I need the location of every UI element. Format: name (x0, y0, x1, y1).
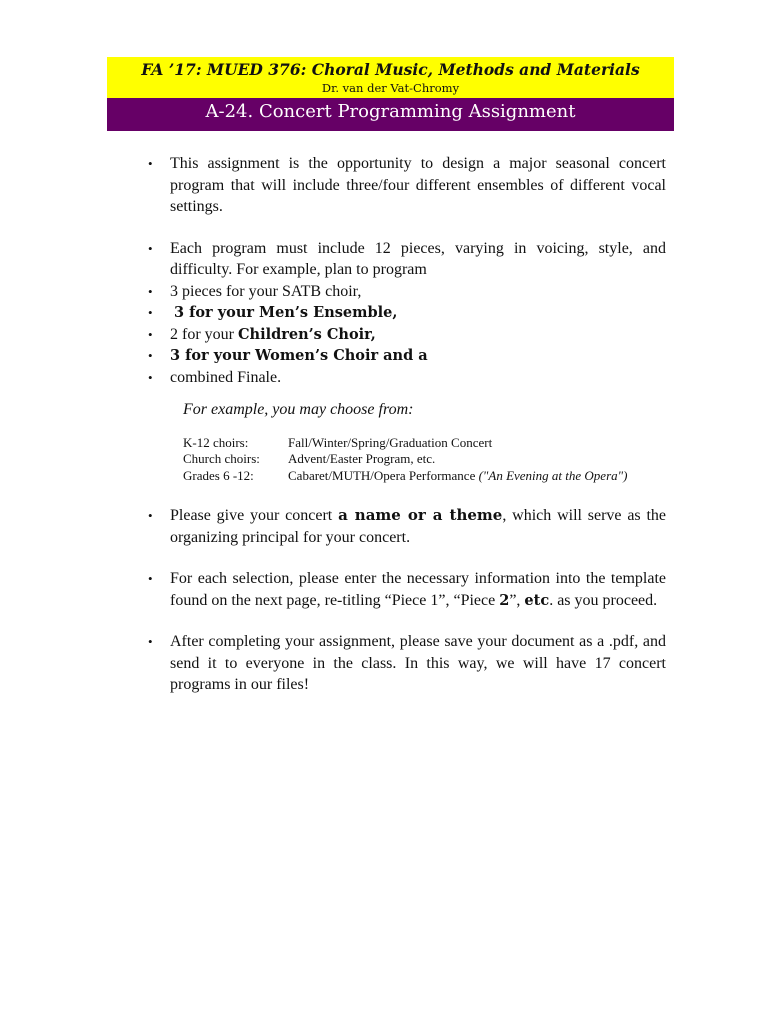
bullet-icon: • (148, 571, 153, 586)
program-bullet-3 (148, 302, 666, 324)
example-row (183, 468, 666, 485)
template-text-prefix: For each selection, please enter the necessary information into the template found on the next page, re-titling “Piece 1”, “Piece (170, 570, 666, 609)
program-bullet-2 (148, 281, 666, 303)
example-value: Advent/Easter Program, etc. (288, 451, 436, 466)
program-bullet-6 (148, 367, 666, 389)
instructor-name: Dr. van der Vat-Chromy (321, 81, 460, 95)
program-text-6: combined Finale. (170, 368, 282, 386)
bullet-icon: • (148, 369, 153, 385)
bullet-icon: • (148, 305, 153, 320)
example-row (183, 435, 666, 452)
program-text-1: Each program must include 12 pieces, varying in voicing, style, and difficulty. For example, plan to program (170, 239, 666, 278)
program-bullet-4 (148, 324, 666, 346)
course-title: FA ’17: MUED 376: Choral Music, Methods and Materials (141, 60, 640, 79)
final-text: After completing your assignment, please save your document as a .pdf, and send it to everyone in the class. In this way, we will have 17 concert programs in our files! (170, 633, 666, 693)
intro-bullet (148, 153, 666, 218)
intro-text: This assignment is the opportunity to design a major seasonal concert program that will include three/four different ensembles of different vocal settings. (170, 155, 666, 215)
program-text-4-prefix: 2 for your (170, 325, 238, 343)
example-note: ("An Evening at the Opera") (478, 467, 628, 483)
template-text-bold-2: etc (524, 591, 550, 609)
bullet-icon: • (148, 156, 153, 171)
example-label: K-12 choirs: (183, 434, 249, 450)
theme-bullet (148, 505, 666, 548)
bullet-icon: • (148, 240, 153, 256)
program-bullet-1 (148, 238, 666, 281)
example-row (183, 451, 666, 468)
bullet-icon: • (148, 348, 153, 363)
example-label: Grades 6 -12: (183, 467, 254, 483)
template-text-suffix: . as you proceed. (549, 591, 658, 609)
template-text-bold-1: 2 (499, 591, 510, 609)
assignment-title: A-24. Concert Programming Assignment (107, 98, 674, 131)
program-bullet-5 (148, 345, 666, 367)
examples-heading: For example, you may choose from: (183, 401, 414, 418)
program-text-2: 3 pieces for your SATB choir, (170, 282, 362, 300)
bullet-icon: • (148, 283, 153, 299)
bullet-icon: • (148, 326, 153, 342)
template-text-mid: ”, (509, 591, 525, 609)
program-text-3: 3 for your Men’s Ensemble, (174, 304, 398, 321)
examples-list (183, 435, 666, 485)
program-text-4-bold: Children’s Choir, (237, 325, 376, 343)
program-text-5: 3 for your Women’s Choir and a (170, 347, 428, 364)
theme-text-prefix: Please give your concert (170, 507, 339, 524)
example-label: Church choirs: (183, 451, 260, 466)
bullet-icon: • (148, 634, 153, 649)
example-value (288, 468, 666, 485)
final-bullet (148, 631, 666, 696)
header-course-band (107, 57, 674, 98)
bullet-icon: • (148, 508, 153, 523)
template-bullet (148, 568, 666, 611)
theme-text-suffix: , which will serve as the organizing principal for your concert. (170, 507, 667, 546)
theme-text-bold: a name or a theme (338, 506, 503, 524)
document-header (107, 57, 674, 131)
example-value-text: Cabaret/MUTH/Opera Performance (288, 467, 476, 483)
document-body (148, 153, 666, 696)
example-value: Fall/Winter/Spring/Graduation Concert (288, 434, 493, 450)
